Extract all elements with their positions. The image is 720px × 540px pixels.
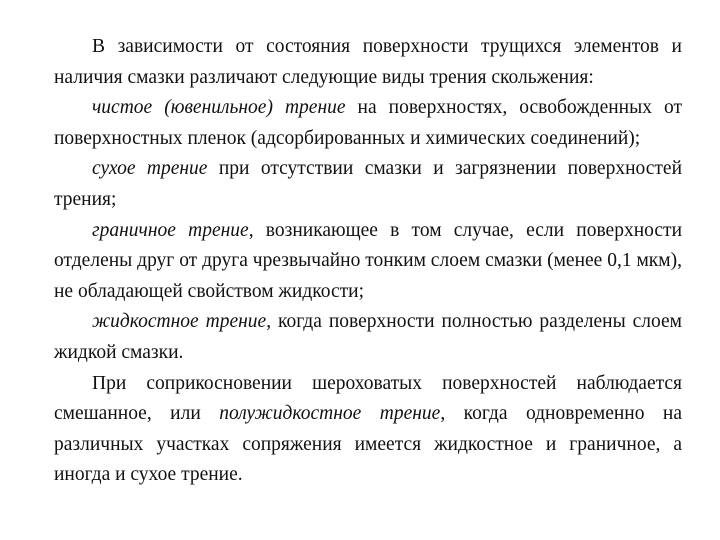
term-mixed-friction: полужидкостное трение <box>219 403 441 425</box>
term-fluid-friction: жидкостное трение <box>92 311 267 333</box>
paragraph-boundary-friction <box>54 216 682 308</box>
paragraph-pure-friction <box>54 93 682 154</box>
term-boundary-friction: граничное трение <box>92 219 249 241</box>
mixed-friction-text-after: , когда одновременно на различных участках сопряжения имеется жидкостное и граничное, а иногда и сухое трение. <box>54 403 682 486</box>
term-pure-friction: чистое (ювенильное) трение <box>92 97 346 119</box>
paragraph-fluid-friction <box>54 307 682 368</box>
dry-friction-text: при отсутствии смазки и загрязнении поверхностей трения; <box>54 158 683 210</box>
intro-text: В зависимости от состояния поверхности трущихся элементов и наличия смазки различают следующие виды трения скольжения: <box>54 36 682 88</box>
document-body <box>54 32 682 491</box>
fluid-friction-text: , когда поверхности полностью разделены слоем жидкой смазки. <box>54 311 682 363</box>
paragraph-intro <box>54 32 682 93</box>
mixed-friction-text-before: При соприкосновении шероховатых поверхностей наблюдается смешанное, или <box>54 372 682 425</box>
paragraph-dry-friction <box>54 154 682 215</box>
term-dry-friction: сухое трение <box>92 158 208 180</box>
pure-friction-text: на поверхностях, освобожденных от поверхностных пленок (адсорбированных и химических соединений); <box>54 97 682 149</box>
paragraph-mixed-friction <box>54 369 682 491</box>
boundary-friction-text: , возникающее в том случае, если поверхности отделены друг от друга чрезвычайно тонким слоем смазки (менее 0,1 мкм), не обладающей свойством жидкости; <box>54 219 683 302</box>
